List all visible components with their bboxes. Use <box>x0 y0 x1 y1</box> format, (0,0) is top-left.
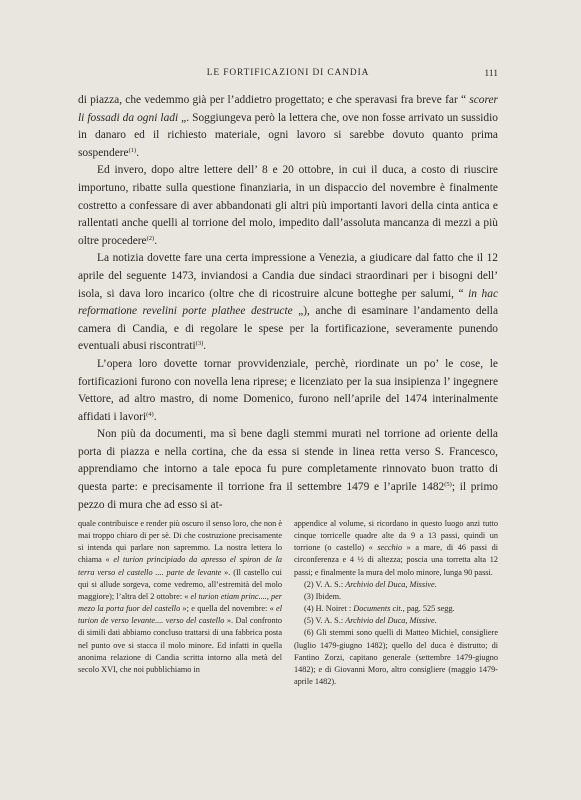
footnote-4: (4) H. Noiret : Documents cit., pag. 525 segg. <box>304 604 455 614</box>
footnotes-left-column <box>78 518 282 688</box>
footnote-continuation: quale contribuisce e render più oscuro il senso loro, che non è mai troppo chiaro di per sè. Di che costruzione precisamente si intenda qui parlare non sapremmo. La nostra lettera lo chiama « el turion principiado da apresso el spiron de la terra verso el castello .... parte de levante ». (Il castello cui qui si allude sorgeva, come vedremo, all’estremità del molo maggiore); l’altra del 2 ottobre: « el turion etiam princ...., per mezo la porta fuor del castello »; e quella del novembre: « el turion de verso levante.... verso del castello ». Dal confronto di simili dati abbiamo concluso trattarsi di una fabbrica posta nel punto ove si stacca il molo minore. Ed infatti in quella anonima relazione di Candia scritta intorno alla metà del secolo XVI, che noi pubblichiamo in <box>78 519 282 674</box>
quoted-phrase: scorer li fossadi da ogni ladi <box>78 94 498 124</box>
footnote-ref: (2) <box>146 234 155 242</box>
page-number: 111 <box>484 68 498 79</box>
footnotes-right-column <box>294 518 498 688</box>
footnote-2: (2) V. A. S.: Archivio del Duca, Missive. <box>304 579 437 589</box>
footnote-3: (3) Ibidem. <box>304 591 342 601</box>
footnotes <box>78 518 498 688</box>
footnote-ref: (5) <box>444 481 452 489</box>
footnote-ref: (3) <box>195 340 204 348</box>
main-text <box>78 92 498 514</box>
paragraph-4: L’opera loro dovette tornar provvidenziale, perchè, riordinate un po’ le cose, le fortificazioni furono con novella lena riprese; e licenziato per la sua insipienza l’ ingegnere Vettore, ad altro mastro, di nome Domenico, furono nell’aprile del 1474 interinalmente affidati i lavori$^{(4)}$. <box>78 357 498 423</box>
paragraph-1: di piazza, che vedemmo già per l’addietro progettato; e che speravasi fra breve far “ scorer li fossadi da ogni ladi „. Soggiungeva però la lettera che, ove non fosse arrivato un sussidio in danaro ed il richiesto materiale, ogni lavoro si sarebbe dovuto quanto prima sospendere$^{(1)}$. <box>78 94 498 159</box>
footnote-6: (6) Gli stemmi sono quelli di Matteo Michiel, consigliere (luglio 1479-giugno 1482); quello del duca è distrutto; di Fantino Zorzi, capitano generale (settembre 1479-giugno 1482); e di Giovanni Moro, altro consigliere (maggio 1479-aprile 1482). <box>294 628 498 687</box>
footnote-ref: (4) <box>146 410 154 418</box>
quoted-phrase: in hac reformatione revelini porte plathee destructe <box>78 287 498 318</box>
paragraph-3: La notizia dovette fare una certa impressione a Venezia, a giudicare dal fatto che il 12 aprile del seguente 1473, inviandosi a Candia due sindaci straordinari per i bisogni dell’ isola, si dava loro incarico (oltre che di ricostruire alcune botteghe per salumi, “ in hac reformatione revelini porte plathee destructe „), anche di esaminare l’andamento della camera di Candia, e di regolare le spese per la fortificazione, severamente punendo eventuali abusi riscontrati$^{(3)}$. <box>78 252 499 353</box>
paragraph-2: Ed invero, dopo altre lettere dell’ 8 e 20 ottobre, in cui il duca, a costo di riuscire importuno, ribatte sulla questione finanziaria, in un dispaccio del novembre è finalmente costretto a confessare di aver abbandonati gli altri più importanti lavori della cinta antica e rallentati anche quelli al torrione del molo, impedito dall’assoluta mancanza di mezzi a più oltre procedere$^{(2)}$. <box>78 164 498 247</box>
footnote-5: (5) V. A. S.: Archivio del Duca, Missive. <box>304 616 437 626</box>
footnote-continuation: appendice al volume, si ricordano in questo luogo anzi tutto cinque torricelle quadre alte da 9 a 13 passi, quindi un torrione (o castello) « secchio » a mare, di 46 passi di circonferenza e 4 ½ di altezza; poscia una torretta alta 12 passi; e finalmente la mura del molo minore, lunga 90 passi. <box>294 519 499 577</box>
footnote-ref: (1) <box>128 146 137 154</box>
paragraph-5: Non più da documenti, ma sì bene dagli stemmi murati nel torrione ad oriente della porta di piazza e nella cortina, che da essa si stende in linea retta verso S. Francesco, apprendiamo che intorno a tale epoca fu pure completamente rinnovato buon tratto di questa parte: e precisamente il torrione fra il settembre 1479 e l’aprile 1482$^{(5)}$; il primo pezzo di mura che ad esso si at- <box>78 428 498 511</box>
page-header <box>78 68 498 82</box>
running-title: LE FORTIFICAZIONI DI CANDIA <box>206 68 370 78</box>
